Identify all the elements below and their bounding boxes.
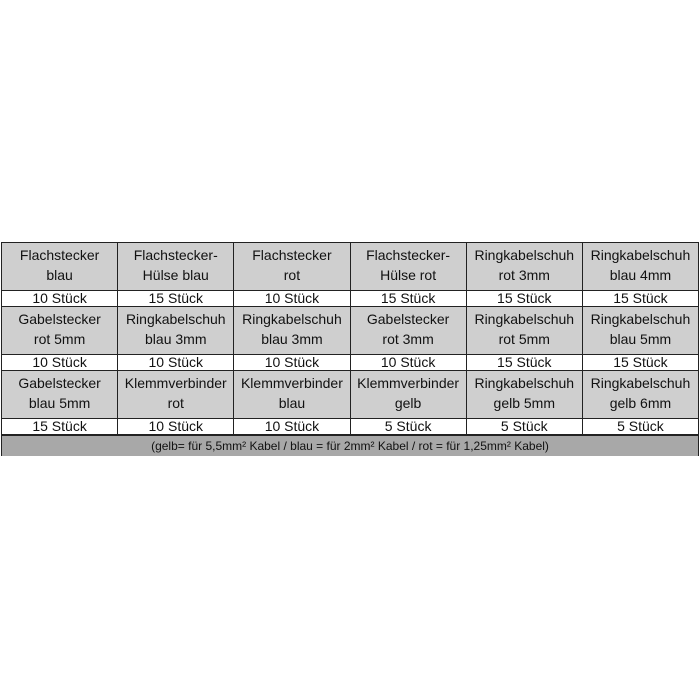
quantity-cell: 15 Stück xyxy=(583,355,698,371)
table-row-counts xyxy=(2,419,698,435)
product-name-cell: Gabelstecker rot 5mm xyxy=(2,307,118,355)
cable-size-legend: (gelb= für 5,5mm² Kabel / blau = für 2mm² Kabel / rot = für 1,25mm² Kabel) xyxy=(2,435,698,456)
product-name-cell: Gabelstecker blau 5mm xyxy=(2,371,118,419)
table-row-names xyxy=(2,371,698,419)
quantity-cell: 10 Stück xyxy=(118,419,234,435)
quantity-cell: 15 Stück xyxy=(2,419,118,435)
product-table xyxy=(1,242,699,456)
quantity-cell: 15 Stück xyxy=(467,355,583,371)
product-name-cell: Ringkabelschuh blau 3mm xyxy=(234,307,350,355)
product-name-cell: Ringkabelschuh blau 5mm xyxy=(583,307,698,355)
quantity-cell: 10 Stück xyxy=(2,291,118,307)
quantity-cell: 5 Stück xyxy=(583,419,698,435)
product-name-cell: Klemmverbinder rot xyxy=(118,371,234,419)
quantity-cell: 10 Stück xyxy=(234,419,350,435)
product-name-cell: Ringkabelschuh blau 4mm xyxy=(583,243,698,291)
quantity-cell: 15 Stück xyxy=(583,291,698,307)
quantity-cell: 5 Stück xyxy=(467,419,583,435)
product-name-cell: Flachstecker rot xyxy=(234,243,350,291)
product-name-cell: Ringkabelschuh gelb 6mm xyxy=(583,371,698,419)
product-name-cell: Gabelstecker rot 3mm xyxy=(351,307,467,355)
product-name-cell: Flachstecker- Hülse rot xyxy=(351,243,467,291)
product-name-cell: Flachstecker- Hülse blau xyxy=(118,243,234,291)
quantity-cell: 10 Stück xyxy=(234,355,350,371)
table-row-counts xyxy=(2,355,698,371)
quantity-cell: 10 Stück xyxy=(234,291,350,307)
quantity-cell: 10 Stück xyxy=(118,355,234,371)
quantity-cell: 5 Stück xyxy=(351,419,467,435)
product-name-cell: Ringkabelschuh gelb 5mm xyxy=(467,371,583,419)
table-row-counts xyxy=(2,291,698,307)
quantity-cell: 15 Stück xyxy=(467,291,583,307)
product-name-cell: Ringkabelschuh rot 5mm xyxy=(467,307,583,355)
table-row-names xyxy=(2,307,698,355)
quantity-cell: 10 Stück xyxy=(351,355,467,371)
quantity-cell: 15 Stück xyxy=(118,291,234,307)
product-name-cell: Klemmverbinder blau xyxy=(234,371,350,419)
product-name-cell: Ringkabelschuh rot 3mm xyxy=(467,243,583,291)
product-name-cell: Flachstecker blau xyxy=(2,243,118,291)
product-name-cell: Klemmverbinder gelb xyxy=(351,371,467,419)
product-name-cell: Ringkabelschuh blau 3mm xyxy=(118,307,234,355)
table-row-names xyxy=(2,243,698,291)
quantity-cell: 15 Stück xyxy=(351,291,467,307)
quantity-cell: 10 Stück xyxy=(2,355,118,371)
